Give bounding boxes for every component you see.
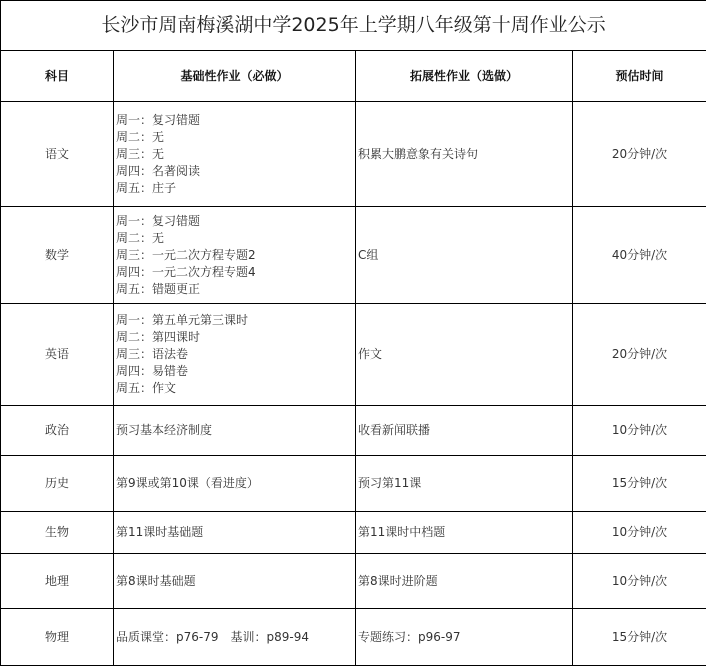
basic-homework-cell: 品质课堂：p76-79 基训：p89-94 [114, 609, 356, 666]
basic-homework-cell: 预习基本经济制度 [114, 406, 356, 456]
basic-line: 周二：无 [116, 230, 355, 247]
basic-homework-cell: 第8课时基础题 [114, 554, 356, 609]
estimated-time-cell: 15分钟/次 [573, 609, 706, 666]
subject-cell: 生物 [1, 512, 114, 554]
basic-homework-cell: 第11课时基础题 [114, 512, 356, 554]
table-row [1, 609, 706, 666]
subject-cell: 地理 [1, 554, 114, 609]
subject-cell: 物理 [1, 609, 114, 666]
subject-cell: 语文 [1, 102, 114, 207]
basic-line: 周一：第五单元第三课时 [116, 312, 355, 329]
header-time: 预估时间 [573, 51, 706, 102]
table-row [1, 554, 706, 609]
basic-line: 周二：第四课时 [116, 329, 355, 346]
table-row [1, 304, 706, 406]
estimated-time-cell: 20分钟/次 [573, 304, 706, 406]
extended-homework-cell: 收看新闻联播 [356, 406, 573, 456]
table-row [1, 406, 706, 456]
basic-homework-cell [114, 304, 356, 406]
basic-homework-cell [114, 207, 356, 304]
subject-cell: 数学 [1, 207, 114, 304]
basic-line: 周二：无 [116, 129, 355, 146]
header-basic: 基础性作业（必做） [114, 51, 356, 102]
estimated-time-cell: 40分钟/次 [573, 207, 706, 304]
extended-homework-cell: 专题练习：p96-97 [356, 609, 573, 666]
basic-line: 周一：复习错题 [116, 213, 355, 230]
estimated-time-cell: 15分钟/次 [573, 456, 706, 512]
basic-line: 周五：错题更正 [116, 281, 355, 298]
estimated-time-cell: 10分钟/次 [573, 406, 706, 456]
extended-homework-cell: C组 [356, 207, 573, 304]
basic-homework-cell [114, 102, 356, 207]
subject-cell: 政治 [1, 406, 114, 456]
extended-homework-cell: 预习第11课 [356, 456, 573, 512]
basic-line: 周三：无 [116, 146, 355, 163]
basic-line: 周四：名著阅读 [116, 163, 355, 180]
extended-homework-cell: 第8课时进阶题 [356, 554, 573, 609]
extended-homework-cell: 第11课时中档题 [356, 512, 573, 554]
basic-line: 周四：一元二次方程专题4 [116, 264, 355, 281]
extended-homework-cell: 作文 [356, 304, 573, 406]
basic-line: 周五：作文 [116, 380, 355, 397]
basic-line: 周三：一元二次方程专题2 [116, 247, 355, 264]
header-row [1, 51, 706, 102]
subject-cell: 历史 [1, 456, 114, 512]
table-row [1, 456, 706, 512]
header-extended: 拓展性作业（选做） [356, 51, 573, 102]
estimated-time-cell: 10分钟/次 [573, 512, 706, 554]
estimated-time-cell: 20分钟/次 [573, 102, 706, 207]
estimated-time-cell: 10分钟/次 [573, 554, 706, 609]
basic-line: 周四：易错卷 [116, 363, 355, 380]
basic-line: 周五：庄子 [116, 180, 355, 197]
title-row [1, 1, 706, 51]
subject-cell: 英语 [1, 304, 114, 406]
page-title: 长沙市周南梅溪湖中学2025年上学期八年级第十周作业公示 [1, 1, 706, 51]
table-row [1, 207, 706, 304]
basic-line: 周三：语法卷 [116, 346, 355, 363]
basic-homework-cell: 第9课或第10课（看进度） [114, 456, 356, 512]
table-row [1, 102, 706, 207]
extended-homework-cell: 积累大鹏意象有关诗句 [356, 102, 573, 207]
basic-line: 周一：复习错题 [116, 112, 355, 129]
table-row [1, 512, 706, 554]
header-subject: 科目 [1, 51, 114, 102]
